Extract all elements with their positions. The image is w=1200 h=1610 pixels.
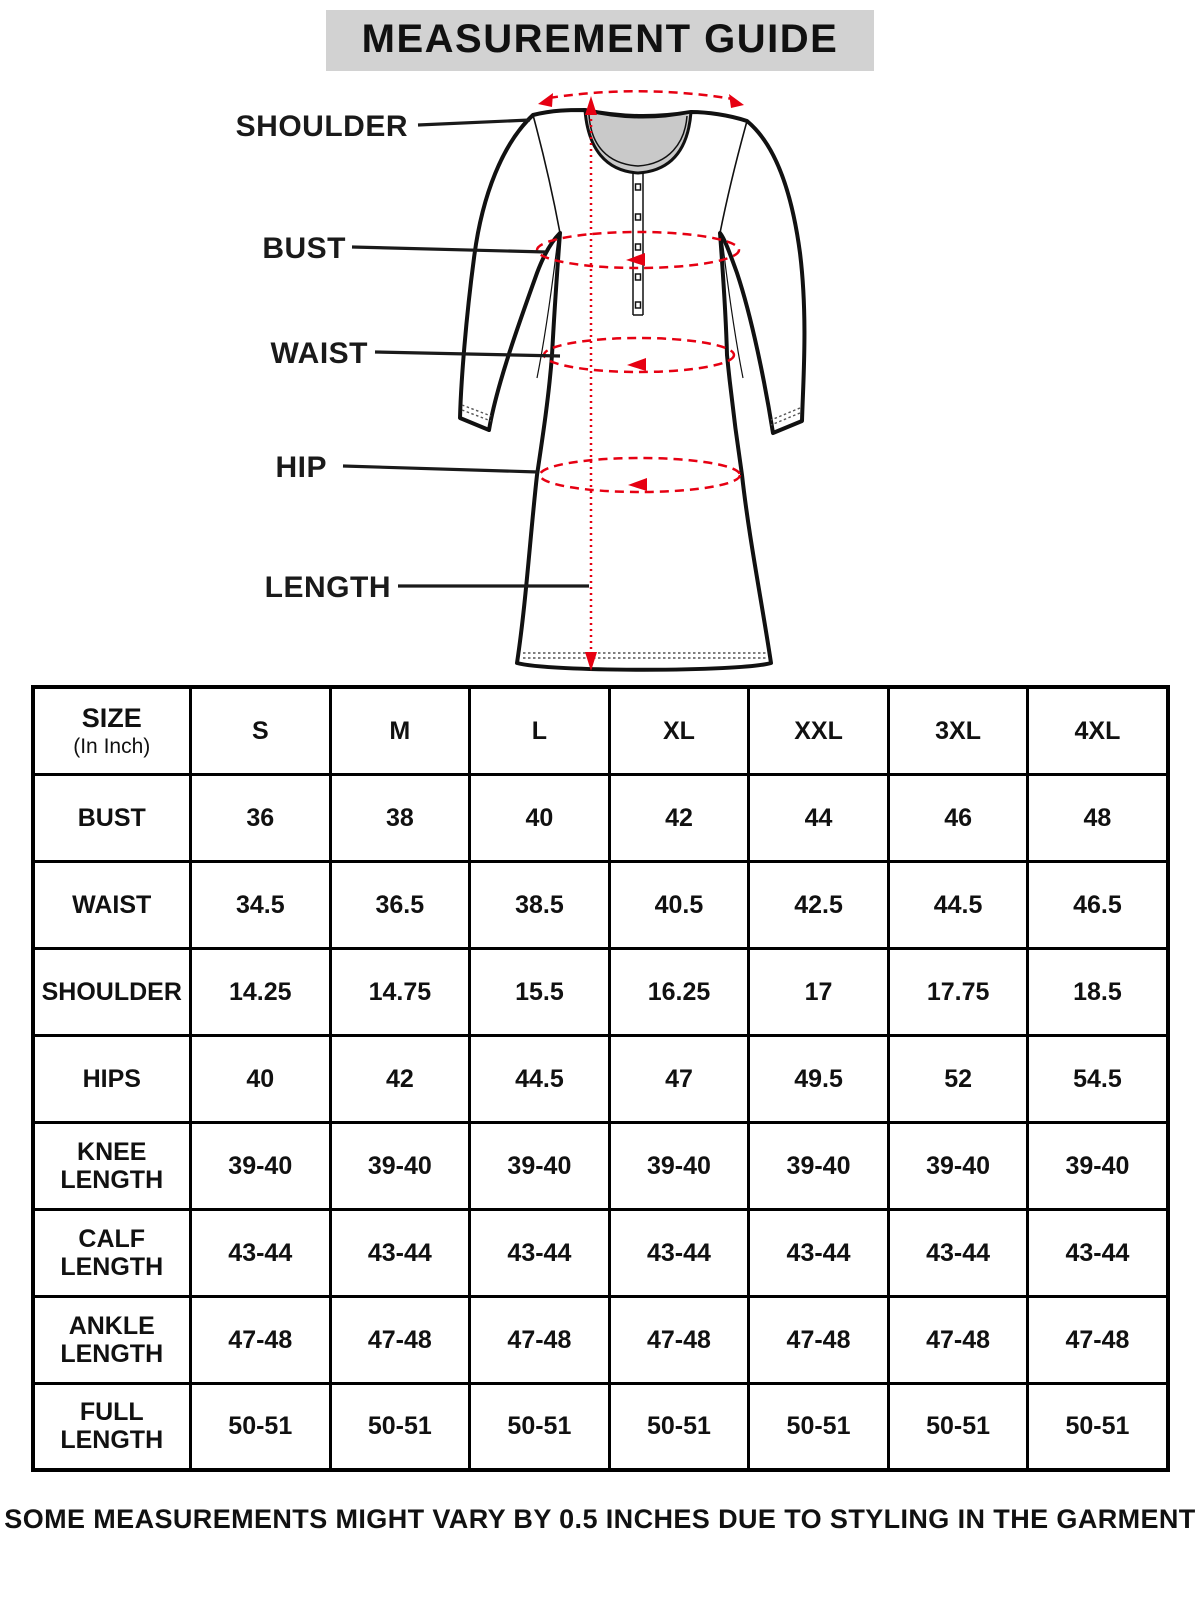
shoulder-pointer-line xyxy=(418,120,530,125)
title-bar xyxy=(0,10,1200,71)
measurement-row-label: WAIST xyxy=(33,861,191,948)
measurement-value-cell: 50-51 xyxy=(470,1383,610,1470)
measurement-value-cell: 42 xyxy=(609,774,749,861)
measurement-value-cell: 43-44 xyxy=(1028,1209,1168,1296)
size-chart-header-row xyxy=(33,687,1168,774)
hip-pointer-line xyxy=(343,466,538,472)
measurement-value-cell: 52 xyxy=(888,1035,1028,1122)
measurement-diagram xyxy=(0,83,1200,683)
measurement-value-cell: 50-51 xyxy=(888,1383,1028,1470)
shoulder-arc-arrow xyxy=(549,91,733,99)
measurement-value-cell: 43-44 xyxy=(191,1209,331,1296)
measurement-value-cell: 15.5 xyxy=(470,948,610,1035)
measurement-row xyxy=(33,1122,1168,1209)
size-column-header: L xyxy=(470,687,610,774)
measurement-value-cell: 18.5 xyxy=(1028,948,1168,1035)
measurement-value-cell: 39-40 xyxy=(749,1122,889,1209)
measurement-value-cell: 50-51 xyxy=(330,1383,470,1470)
size-header-label: SIZE xyxy=(81,702,142,733)
hip-label: HIP xyxy=(275,451,327,484)
size-column-header: M xyxy=(330,687,470,774)
measurement-row-label: KNEE LENGTH xyxy=(33,1122,191,1209)
measurement-value-cell: 14.25 xyxy=(191,948,331,1035)
measurement-value-cell: 40 xyxy=(191,1035,331,1122)
measurement-value-cell: 43-44 xyxy=(470,1209,610,1296)
size-column-header: XXL xyxy=(749,687,889,774)
measurement-value-cell: 14.75 xyxy=(330,948,470,1035)
measurement-row xyxy=(33,1209,1168,1296)
measurement-value-cell: 47-48 xyxy=(749,1296,889,1383)
measurement-row-label: CALF LENGTH xyxy=(33,1209,191,1296)
measurement-value-cell: 50-51 xyxy=(191,1383,331,1470)
measurement-row xyxy=(33,861,1168,948)
measurement-value-cell: 47-48 xyxy=(888,1296,1028,1383)
measurement-value-cell: 54.5 xyxy=(1028,1035,1168,1122)
measurement-value-cell: 36.5 xyxy=(330,861,470,948)
measurement-value-cell: 39-40 xyxy=(330,1122,470,1209)
measurement-value-cell: 38 xyxy=(330,774,470,861)
shoulder-arrowhead-left xyxy=(538,93,553,107)
measurement-value-cell: 43-44 xyxy=(749,1209,889,1296)
measurement-value-cell: 42.5 xyxy=(749,861,889,948)
measurement-value-cell: 48 xyxy=(1028,774,1168,861)
measurement-value-cell: 39-40 xyxy=(888,1122,1028,1209)
measurement-value-cell: 39-40 xyxy=(1028,1122,1168,1209)
measurement-value-cell: 43-44 xyxy=(330,1209,470,1296)
measurement-row xyxy=(33,774,1168,861)
measurement-row xyxy=(33,1383,1168,1470)
measurement-value-cell: 47-48 xyxy=(609,1296,749,1383)
measurement-value-cell: 38.5 xyxy=(470,861,610,948)
measurement-value-cell: 17 xyxy=(749,948,889,1035)
measurement-value-cell: 47-48 xyxy=(470,1296,610,1383)
measurement-value-cell: 39-40 xyxy=(191,1122,331,1209)
size-column-header: S xyxy=(191,687,331,774)
length-arrowhead-top xyxy=(585,96,597,115)
measurement-value-cell: 50-51 xyxy=(609,1383,749,1470)
measurement-value-cell: 47-48 xyxy=(191,1296,331,1383)
shoulder-arrowhead-right xyxy=(729,94,744,108)
measurement-value-cell: 49.5 xyxy=(749,1035,889,1122)
measurement-row-label: BUST xyxy=(33,774,191,861)
measurement-row-label: FULL LENGTH xyxy=(33,1383,191,1470)
size-column-header: XL xyxy=(609,687,749,774)
bust-label: BUST xyxy=(262,232,346,265)
measurement-value-cell: 39-40 xyxy=(470,1122,610,1209)
measurement-value-cell: 36 xyxy=(191,774,331,861)
size-header-cell xyxy=(33,687,191,774)
measurement-value-cell: 17.75 xyxy=(888,948,1028,1035)
size-chart-table xyxy=(31,685,1170,1472)
measurement-value-cell: 16.25 xyxy=(609,948,749,1035)
measurement-value-cell: 39-40 xyxy=(609,1122,749,1209)
length-label: LENGTH xyxy=(264,571,391,604)
measurement-value-cell: 46.5 xyxy=(1028,861,1168,948)
measurement-row-label: HIPS xyxy=(33,1035,191,1122)
measurement-row-label: ANKLE LENGTH xyxy=(33,1296,191,1383)
measurement-value-cell: 42 xyxy=(330,1035,470,1122)
footer-note: SOME MEASUREMENTS MIGHT VARY BY 0.5 INCHES DUE TO STYLING IN THE GARMENT xyxy=(4,1504,1196,1534)
measurement-value-cell: 47-48 xyxy=(1028,1296,1168,1383)
measurement-row xyxy=(33,1296,1168,1383)
measurement-value-cell: 44.5 xyxy=(470,1035,610,1122)
measurement-row xyxy=(33,948,1168,1035)
measurement-value-cell: 47-48 xyxy=(330,1296,470,1383)
waist-pointer-line xyxy=(375,352,560,356)
size-column-header: 4XL xyxy=(1028,687,1168,774)
measurement-value-cell: 44.5 xyxy=(888,861,1028,948)
shoulder-label: SHOULDER xyxy=(235,110,408,143)
measurement-value-cell: 47 xyxy=(609,1035,749,1122)
measurement-row xyxy=(33,1035,1168,1122)
waist-label: WAIST xyxy=(270,337,368,370)
size-column-header: 3XL xyxy=(888,687,1028,774)
measurement-row-label: SHOULDER xyxy=(33,948,191,1035)
measurement-value-cell: 43-44 xyxy=(888,1209,1028,1296)
measurement-value-cell: 50-51 xyxy=(1028,1383,1168,1470)
page-title: MEASUREMENT GUIDE xyxy=(326,10,875,71)
measurement-value-cell: 40 xyxy=(470,774,610,861)
measurement-value-cell: 40.5 xyxy=(609,861,749,948)
measurement-value-cell: 34.5 xyxy=(191,861,331,948)
diagram-labels xyxy=(236,110,408,604)
measurement-value-cell: 44 xyxy=(749,774,889,861)
measurement-value-cell: 46 xyxy=(888,774,1028,861)
size-header-sublabel: (In Inch) xyxy=(73,735,151,759)
measurement-value-cell: 43-44 xyxy=(609,1209,749,1296)
measurement-value-cell: 50-51 xyxy=(749,1383,889,1470)
dress-measurement-illustration xyxy=(0,83,1200,683)
